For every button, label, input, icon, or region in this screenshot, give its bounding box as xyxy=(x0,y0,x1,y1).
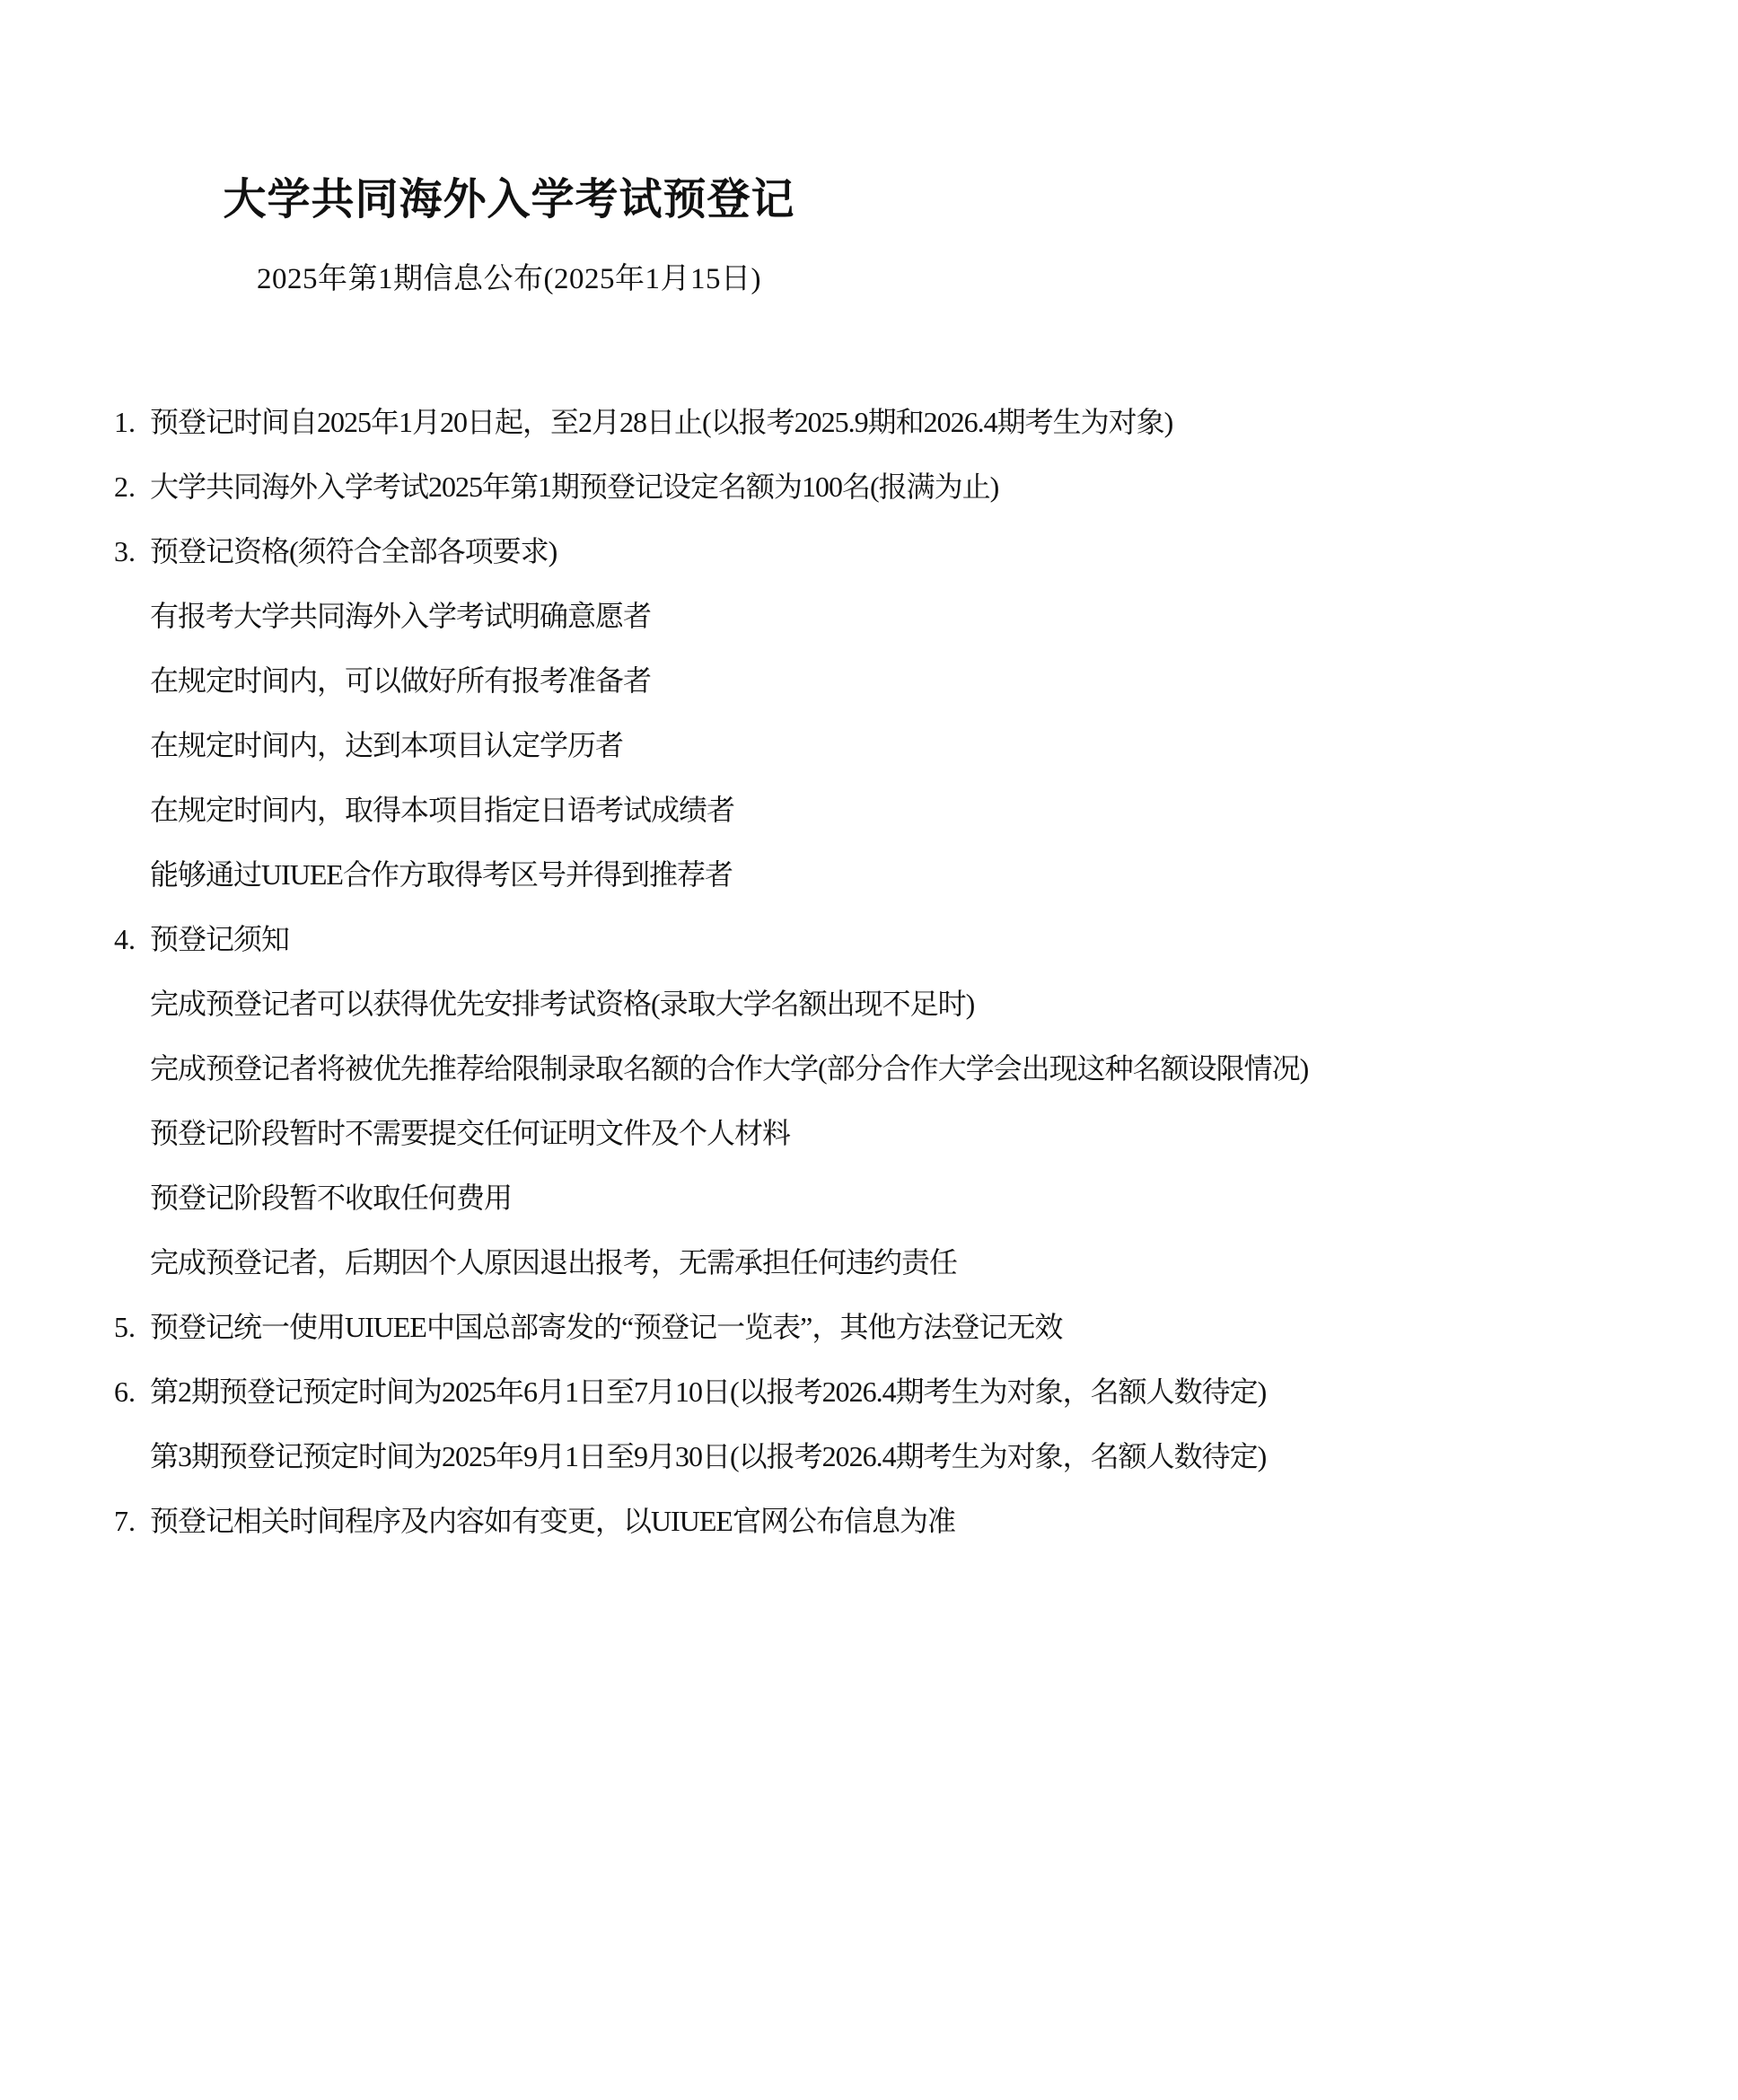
sub-item-text: 在规定时间内，可以做好所有报考准备者 xyxy=(150,664,652,697)
item-text: 第2期预登记预定时间为2025年6月1日至7月10日(以报考2026.4期考生为对象，名额人数待定) xyxy=(150,1375,1267,1408)
list-item-4 xyxy=(114,907,1694,971)
item-text: 预登记须知 xyxy=(150,923,290,955)
sub-item-text: 能够通过UIUEE合作方取得考区号并得到推荐者 xyxy=(150,858,733,891)
sub-item xyxy=(114,1165,1694,1230)
sub-item-text: 完成预登记者，后期因个人原因退出报考，无需承担任何违约责任 xyxy=(150,1246,958,1278)
sub-item xyxy=(114,1424,1694,1489)
sub-item xyxy=(114,648,1694,713)
document-title: 大学共同海外入学考试预登记 xyxy=(223,176,795,224)
sub-item xyxy=(114,971,1694,1036)
sub-item-text: 预登记阶段暂时不需要提交任何证明文件及个人材料 xyxy=(150,1117,791,1149)
item-number: 4. xyxy=(114,923,136,955)
item-number: 3. xyxy=(114,535,136,567)
item-number: 7. xyxy=(114,1505,136,1537)
item-text: 预登记相关时间程序及内容如有变更，以UIUEE官网公布信息为准 xyxy=(150,1505,955,1537)
sub-item xyxy=(114,778,1694,842)
item-text: 预登记统一使用UIUEE中国总部寄发的“预登记一览表”，其他方法登记无效 xyxy=(150,1311,1063,1343)
sub-item-text: 有报考大学共同海外入学考试明确意愿者 xyxy=(150,600,652,632)
sub-item-text: 在规定时间内，取得本项目指定日语考试成绩者 xyxy=(150,794,735,826)
list-item-6 xyxy=(114,1359,1694,1424)
list-item-1 xyxy=(114,390,1694,454)
sub-item-text: 在规定时间内，达到本项目认定学历者 xyxy=(150,729,624,761)
item-number: 1. xyxy=(114,406,136,438)
sub-item xyxy=(114,1036,1694,1101)
document-body xyxy=(114,390,1694,1553)
sub-item-text: 完成预登记者将被优先推荐给限制录取名额的合作大学(部分合作大学会出现这种名额设限情况) xyxy=(150,1052,1309,1085)
item-text: 预登记时间自2025年1月20日起，至2月28日止(以报考2025.9期和2026.4期考生为对象) xyxy=(150,406,1173,438)
document-header xyxy=(0,172,1018,297)
list-item-3 xyxy=(114,519,1694,584)
item-number: 2. xyxy=(114,470,136,503)
sub-item-text: 第3期预登记预定时间为2025年9月1日至9月30日(以报考2026.4期考生为对象，名额人数待定) xyxy=(150,1440,1267,1472)
list-item-2 xyxy=(114,454,1694,519)
sub-item xyxy=(114,1230,1694,1295)
item-number: 6. xyxy=(114,1375,136,1408)
sub-item xyxy=(114,713,1694,778)
sub-item-text: 完成预登记者可以获得优先安排考试资格(录取大学名额出现不足时) xyxy=(150,988,975,1020)
list-item-5 xyxy=(114,1295,1694,1359)
document-subtitle: 2025年第1期信息公布(2025年1月15日) xyxy=(257,263,761,296)
item-text: 大学共同海外入学考试2025年第1期预登记设定名额为100名(报满为止) xyxy=(150,470,999,503)
sub-item xyxy=(114,1101,1694,1165)
sub-item xyxy=(114,584,1694,648)
sub-item-text: 预登记阶段暂不收取任何费用 xyxy=(150,1182,513,1214)
sub-item xyxy=(114,842,1694,907)
list-item-7 xyxy=(114,1489,1694,1553)
item-text: 预登记资格(须符合全部各项要求) xyxy=(150,535,557,567)
item-number: 5. xyxy=(114,1311,136,1343)
